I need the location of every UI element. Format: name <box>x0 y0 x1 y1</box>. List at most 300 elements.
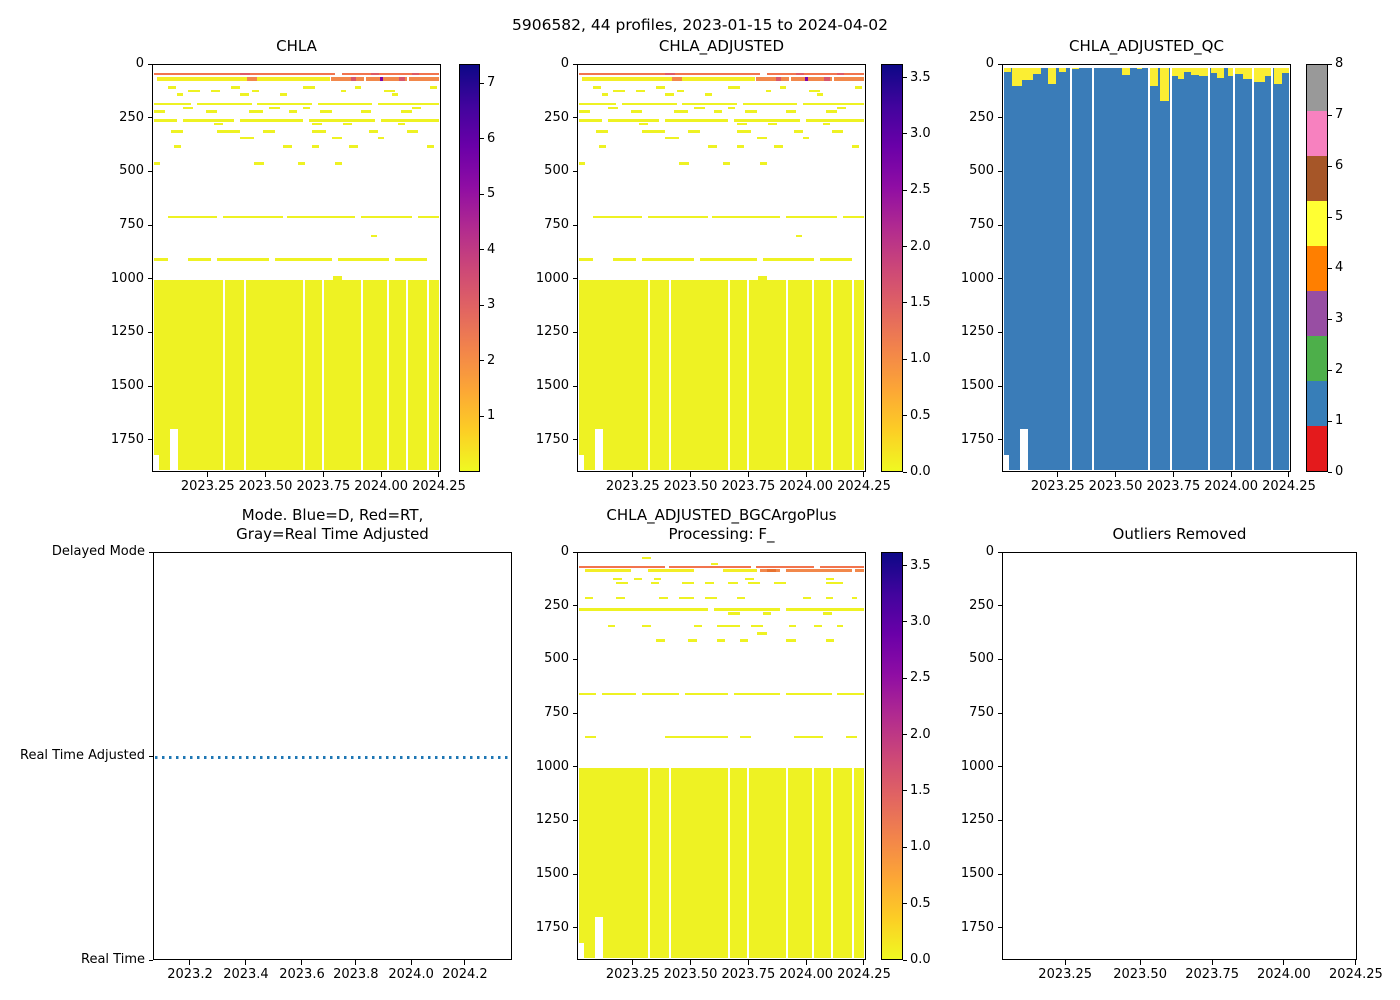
heatmap-dash <box>355 86 361 89</box>
deep-yellow-block <box>579 280 864 470</box>
ytick-mark <box>148 64 153 65</box>
xtick-label: 2023.50 <box>1113 967 1167 982</box>
ytick-mark <box>148 117 153 118</box>
colorbar-segment <box>1307 245 1327 291</box>
qc-surface-yellow-cap <box>1243 68 1252 79</box>
heatmap-dash <box>197 103 252 106</box>
heatmap-dash <box>760 162 767 165</box>
heatmap-dash <box>705 597 716 600</box>
panel-chla-adjusted <box>535 37 931 494</box>
heatmap-dash <box>776 77 782 81</box>
heatmap-dash <box>349 145 358 148</box>
colorbar-tick-mark <box>480 360 484 361</box>
ytick-mark <box>998 820 1003 821</box>
heatmap-dash <box>717 639 726 642</box>
profile-gap <box>1070 66 1072 470</box>
heatmap-dash <box>774 145 783 148</box>
heatmap-dash <box>263 130 274 133</box>
ytick-mark <box>573 927 578 928</box>
heatmap-dash <box>659 597 668 600</box>
heatmap-dash <box>240 119 303 122</box>
xtick-label: 2023.50 <box>663 967 718 982</box>
heatmap-dash <box>318 103 373 106</box>
heatmap-dash <box>217 258 269 261</box>
heatmap-dash <box>786 639 796 642</box>
heatmap-dash <box>223 216 283 219</box>
heatmap-dash <box>335 162 342 165</box>
heatmap-dash <box>622 103 677 106</box>
heatmap-dash <box>642 693 679 696</box>
heatmap-dash <box>585 597 594 600</box>
heatmap-dash <box>312 145 319 148</box>
heatmap-dash <box>837 693 864 696</box>
heatmap-dash <box>154 258 168 261</box>
colorbar-tick-label: 3.0 <box>910 125 931 141</box>
ytick-mark <box>149 756 154 757</box>
missing-data-notch <box>1004 455 1009 470</box>
xtick-label: 2024.2 <box>442 967 488 982</box>
colorbar-tick-label: 7 <box>1335 107 1344 122</box>
colorbar-tick-mark <box>903 734 907 735</box>
colorbar-tick-mark <box>1328 115 1332 116</box>
heatmap-dash <box>786 216 838 219</box>
heatmap-dash <box>679 597 693 600</box>
ytick-mark <box>573 605 578 606</box>
heatmap-dash <box>582 77 672 81</box>
heatmap-dash <box>616 597 625 600</box>
heatmap-dash <box>767 569 776 572</box>
heatmap-dash <box>803 597 812 600</box>
heatmap-dash <box>805 77 808 81</box>
colorbar-tick-mark <box>1328 421 1332 422</box>
ytick-label: 1250 <box>960 324 994 340</box>
qc-good-blue-block <box>1004 68 1289 470</box>
heatmap-dash <box>757 137 767 140</box>
heatmap-dash <box>826 110 837 113</box>
heatmap-dash <box>412 73 419 75</box>
ytick-label: 1750 <box>535 431 569 447</box>
profile-gap <box>747 280 749 470</box>
ytick-label: 750 <box>969 217 994 233</box>
heatmap-dash <box>648 216 708 219</box>
ytick-label: 500 <box>969 163 994 179</box>
heatmap-dash <box>280 93 287 96</box>
qc-surface-yellow-cap <box>1217 68 1224 78</box>
ytick-mark <box>573 332 578 333</box>
heatmap-dash <box>823 123 830 126</box>
ytick-mark <box>573 820 578 821</box>
heatmap-dash <box>338 258 390 261</box>
heatmap-dash <box>395 258 427 261</box>
xtick-mark <box>1283 960 1284 965</box>
heatmap-dash <box>593 86 600 89</box>
ytick-mark <box>998 332 1003 333</box>
ytick-label: 1750 <box>535 919 569 935</box>
heatmap-dash <box>814 625 821 628</box>
heatmap-dash <box>579 162 585 165</box>
qc-surface-yellow-cap <box>1199 68 1209 76</box>
colorbar <box>881 552 903 960</box>
heatmap-dash <box>852 145 859 148</box>
profile-gap <box>852 280 854 470</box>
heatmap-dash <box>694 625 703 628</box>
heatmap-dash <box>369 130 378 133</box>
heatmap-dash <box>613 90 624 93</box>
xtick-label: 2023.75 <box>1146 479 1201 494</box>
xtick-mark <box>748 472 749 477</box>
heatmap-dash <box>748 582 759 585</box>
panel-outliers-removed <box>960 525 1383 982</box>
ytick-mark <box>998 927 1003 928</box>
heatmap-dash <box>832 130 843 133</box>
heatmap-dash <box>154 103 191 106</box>
axes-frame <box>1002 552 1357 960</box>
panel-bgcargoplus <box>535 506 931 982</box>
heatmap-dash <box>728 612 739 615</box>
ytick-label: 1500 <box>960 866 994 882</box>
ytick-label: 750 <box>544 705 569 721</box>
heatmap-dash <box>826 582 843 585</box>
xtick-label: 2023.25 <box>180 479 235 494</box>
heatmap-dash <box>361 216 413 219</box>
colorbar-tick-mark <box>903 790 907 791</box>
qc-surface-yellow-cap <box>1022 68 1033 80</box>
profile-gap <box>786 280 788 470</box>
profile-gap <box>1092 66 1094 470</box>
heatmap-dash <box>756 566 815 568</box>
panel-title <box>942 37 1351 56</box>
qc-surface-yellow-cap <box>1122 68 1130 75</box>
plot-area <box>579 66 864 470</box>
plot-area <box>1004 66 1289 470</box>
heatmap-dash <box>688 639 697 642</box>
heatmap-dash <box>654 578 661 581</box>
heatmap-dash <box>240 73 250 75</box>
xtick-label: 2024.25 <box>837 479 891 494</box>
colorbar-tick-label: 0.5 <box>910 895 931 911</box>
heatmap-dash <box>240 93 249 96</box>
xtick-label: 2023.75 <box>1185 967 1240 982</box>
colorbar-tick-mark <box>903 133 907 134</box>
ytick-mark <box>573 552 578 553</box>
heatmap-dash <box>579 119 602 122</box>
heatmap-dash <box>672 77 682 81</box>
xtick-mark <box>632 472 633 477</box>
xtick-mark <box>748 960 749 965</box>
profile-gap <box>361 280 363 470</box>
missing-data-notch <box>579 943 584 958</box>
heatmap-dash <box>794 130 803 133</box>
colorbar-tick-label: 3.0 <box>910 613 931 629</box>
heatmap-dash <box>303 86 314 89</box>
xtick-label: 2023.25 <box>605 967 660 982</box>
heatmap-dash <box>826 597 833 600</box>
heatmap-dash <box>312 130 326 133</box>
ytick-mark <box>573 117 578 118</box>
panel-mode <box>20 506 512 982</box>
heatmap-dash <box>249 110 263 113</box>
colorbar-segment <box>1307 200 1327 246</box>
heatmap-dash <box>728 582 738 585</box>
qc-surface-yellow-cap <box>1004 68 1011 73</box>
heatmap-dash <box>651 582 660 585</box>
heatmap-dash <box>608 625 615 628</box>
ytick-mark <box>998 713 1003 714</box>
plot-area <box>579 554 864 958</box>
qc-surface-yellow-cap <box>1184 68 1191 73</box>
heatmap-dash <box>289 110 298 113</box>
heatmap-dash <box>745 578 754 581</box>
heatmap-dash <box>407 130 418 133</box>
xtick-label: 2023.4 <box>223 967 269 982</box>
heatmap-dash <box>183 107 193 110</box>
heatmap-dash <box>287 216 354 219</box>
xtick-mark <box>690 472 691 477</box>
heatmap-dash <box>714 608 780 611</box>
qc-surface-yellow-cap <box>1254 68 1265 83</box>
heatmap-dash <box>430 86 437 89</box>
heatmap-dash <box>694 107 705 110</box>
colorbar-segment <box>1307 110 1327 156</box>
ytick-mark <box>998 117 1003 118</box>
heatmap-dash <box>714 110 723 113</box>
colorbar-segment <box>1307 291 1327 337</box>
ytick-mark <box>998 439 1003 440</box>
panel-title-line: CHLA <box>276 37 317 55</box>
ytick-mark <box>573 225 578 226</box>
heatmap-dash <box>309 119 375 122</box>
heatmap-dash <box>728 107 735 110</box>
heatmap-dash <box>206 110 217 113</box>
heatmap-dash <box>757 632 767 635</box>
heatmap-dash <box>665 93 674 96</box>
heatmap-dash <box>823 612 832 615</box>
colorbar-segment <box>1307 381 1327 427</box>
ytick-mark <box>148 332 153 333</box>
colorbar-tick-label: 0.0 <box>910 952 931 967</box>
ytick-label: 0 <box>135 56 144 71</box>
colorbar-tick-mark <box>480 194 484 195</box>
ytick-mark <box>998 605 1003 606</box>
heatmap-dash <box>767 73 864 75</box>
heatmap-dash <box>320 110 331 113</box>
heatmap-dash <box>820 258 852 261</box>
ytick-label: 250 <box>544 109 569 125</box>
ytick-mark <box>573 278 578 279</box>
colorbar-tick-label: 3.5 <box>910 557 931 573</box>
xtick-label: 2023.75 <box>721 479 776 494</box>
qc-surface-yellow-cap <box>1071 68 1078 70</box>
xtick-mark <box>381 472 382 477</box>
heatmap-dash <box>269 107 280 110</box>
xtick-label: 2023.50 <box>663 479 718 494</box>
heatmap-dash <box>188 90 199 93</box>
profile-gap <box>303 280 305 470</box>
colorbar-tick-label: 2.0 <box>910 238 931 254</box>
colorbar-tick-label: 3 <box>487 297 496 313</box>
heatmap-dash <box>705 582 714 585</box>
ytick-mark <box>148 171 153 172</box>
heatmap-dash <box>257 103 312 106</box>
panel-chla-adjusted-qc <box>960 37 1344 494</box>
heatmap-dash <box>593 216 642 219</box>
heatmap-dash <box>174 145 181 148</box>
xtick-label: 2023.50 <box>1088 479 1143 494</box>
heatmap-dash <box>734 693 780 696</box>
heatmap-dash <box>341 90 347 93</box>
heatmap-dash <box>737 145 744 148</box>
profile-gap <box>427 280 429 470</box>
ytick-label: 500 <box>119 163 144 179</box>
xtick-label: 2024.25 <box>1262 479 1316 494</box>
colorbar-tick-mark <box>903 903 907 904</box>
ytick-mark <box>148 439 153 440</box>
heatmap-dash <box>743 103 798 106</box>
heatmap-dash <box>796 73 805 75</box>
ytick-label: 1250 <box>535 812 569 828</box>
heatmap-dash <box>154 162 160 165</box>
qc-surface-yellow-cap <box>1150 68 1158 87</box>
xtick-mark <box>632 960 633 965</box>
colorbar-tick-label: 4 <box>487 241 496 257</box>
xtick-mark <box>1065 960 1066 965</box>
colorbar-tick-mark <box>903 847 907 848</box>
profile-gap <box>669 768 671 958</box>
heatmap-dash <box>700 258 757 261</box>
heatmap-dash <box>585 736 596 739</box>
ytick-label: 1750 <box>960 919 994 935</box>
heatmap-dash <box>682 103 737 106</box>
heatmap-dash <box>803 137 809 140</box>
qc-surface-yellow-cap <box>1282 68 1289 74</box>
xtick-mark <box>863 960 864 965</box>
profile-gap <box>1148 66 1150 470</box>
colorbar-tick-label: 8 <box>1335 56 1344 71</box>
xtick-mark <box>189 960 190 965</box>
colorbar-tick-label: 1.0 <box>910 839 931 855</box>
xtick-label: 2024.00 <box>779 479 834 494</box>
qc-surface-yellow-cap <box>1178 68 1185 80</box>
heatmap-dash <box>616 582 627 585</box>
deep-yellow-block <box>154 280 439 470</box>
heatmap-dash <box>380 77 383 81</box>
profile-gap <box>648 280 650 470</box>
heatmap-dash <box>780 86 786 89</box>
heatmap-dash <box>656 86 665 89</box>
ytick-label: 0 <box>560 56 569 71</box>
ytick-mark <box>148 386 153 387</box>
xtick-label: 2024.25 <box>412 479 466 494</box>
qc-surface-yellow-cap <box>1274 68 1282 85</box>
colorbar-segment <box>1307 155 1327 201</box>
colorbar-tick-mark <box>1328 166 1332 167</box>
profile-gap <box>1271 66 1273 470</box>
axes-frame <box>152 64 441 472</box>
xtick-label: 2024.00 <box>354 479 409 494</box>
qc-surface-yellow-cap <box>1137 68 1141 70</box>
heatmap-dash <box>642 557 651 559</box>
heatmap-dash <box>820 566 864 568</box>
profile-gap <box>244 280 246 470</box>
profile-gap <box>812 768 814 958</box>
colorbar-tick-mark <box>903 960 907 961</box>
panel-title <box>517 506 926 544</box>
heatmap-dash <box>602 93 608 96</box>
panel-title <box>92 37 501 56</box>
axes-frame <box>153 552 512 960</box>
ytick-label: 1500 <box>535 378 569 394</box>
heatmap-dash <box>275 258 332 261</box>
missing-data-notch <box>595 429 604 470</box>
ytick-label: 1000 <box>960 270 994 286</box>
mode-ytick-label: Real Time <box>81 952 145 967</box>
xtick-mark <box>1288 472 1289 477</box>
heatmap-dash <box>579 693 596 696</box>
colorbar-tick-mark <box>903 77 907 78</box>
panel-title-line: CHLA_ADJUSTED_QC <box>1069 37 1224 55</box>
axes-frame <box>577 64 866 472</box>
heatmap-dash <box>639 123 648 126</box>
qc-surface-yellow-cap <box>1160 68 1169 102</box>
colorbar-tick-label: 7 <box>487 75 496 91</box>
heatmap-dash <box>381 119 439 122</box>
heatmap-dash <box>599 145 606 148</box>
xtick-mark <box>1140 960 1141 965</box>
heatmap-dash <box>648 569 694 572</box>
ytick-label: 1000 <box>535 270 569 286</box>
heatmap-dash <box>817 93 823 96</box>
panel-title-line: Processing: F_ <box>668 525 775 543</box>
ytick-mark <box>149 552 154 553</box>
heatmap-dash <box>723 162 730 165</box>
heatmap-dash <box>768 123 777 126</box>
heatmap-dash <box>826 578 835 581</box>
ytick-mark <box>998 552 1003 553</box>
heatmap-dash <box>214 123 223 126</box>
xtick-label: 2023.8 <box>333 967 379 982</box>
colorbar-tick-mark <box>903 302 907 303</box>
heatmap-dash <box>409 77 439 81</box>
heatmap-dash <box>806 119 864 122</box>
profile-gap <box>786 768 788 958</box>
xtick-mark <box>411 960 412 965</box>
colorbar-tick-mark <box>1328 268 1332 269</box>
xtick-mark <box>355 960 356 965</box>
profile-gap <box>406 280 408 470</box>
profile-gap <box>1252 66 1254 470</box>
ytick-mark <box>998 766 1003 767</box>
heatmap-dash <box>786 693 832 696</box>
heatmap-dash <box>384 90 395 93</box>
heatmap-dash <box>312 123 322 126</box>
mode-dotted-line <box>155 756 510 759</box>
heatmap-dash <box>705 93 712 96</box>
heatmap-dash <box>579 258 593 261</box>
plot-area <box>1004 554 1355 958</box>
heatmap-dash <box>737 130 751 133</box>
heatmap-dash <box>579 608 708 611</box>
heatmap-dash <box>231 86 240 89</box>
xtick-label: 2024.00 <box>1256 967 1311 982</box>
heatmap-dash <box>392 93 398 96</box>
heatmap-dash <box>766 90 772 93</box>
colorbar-tick-label: 5 <box>487 186 496 202</box>
heatmap-dash <box>665 736 728 739</box>
ytick-label: 1000 <box>960 758 994 774</box>
panel-chla <box>110 37 496 494</box>
panel-title-line: CHLA_ADJUSTED_BGCArgoPlus <box>606 506 837 524</box>
qc-surface-yellow-cap <box>1033 68 1041 74</box>
